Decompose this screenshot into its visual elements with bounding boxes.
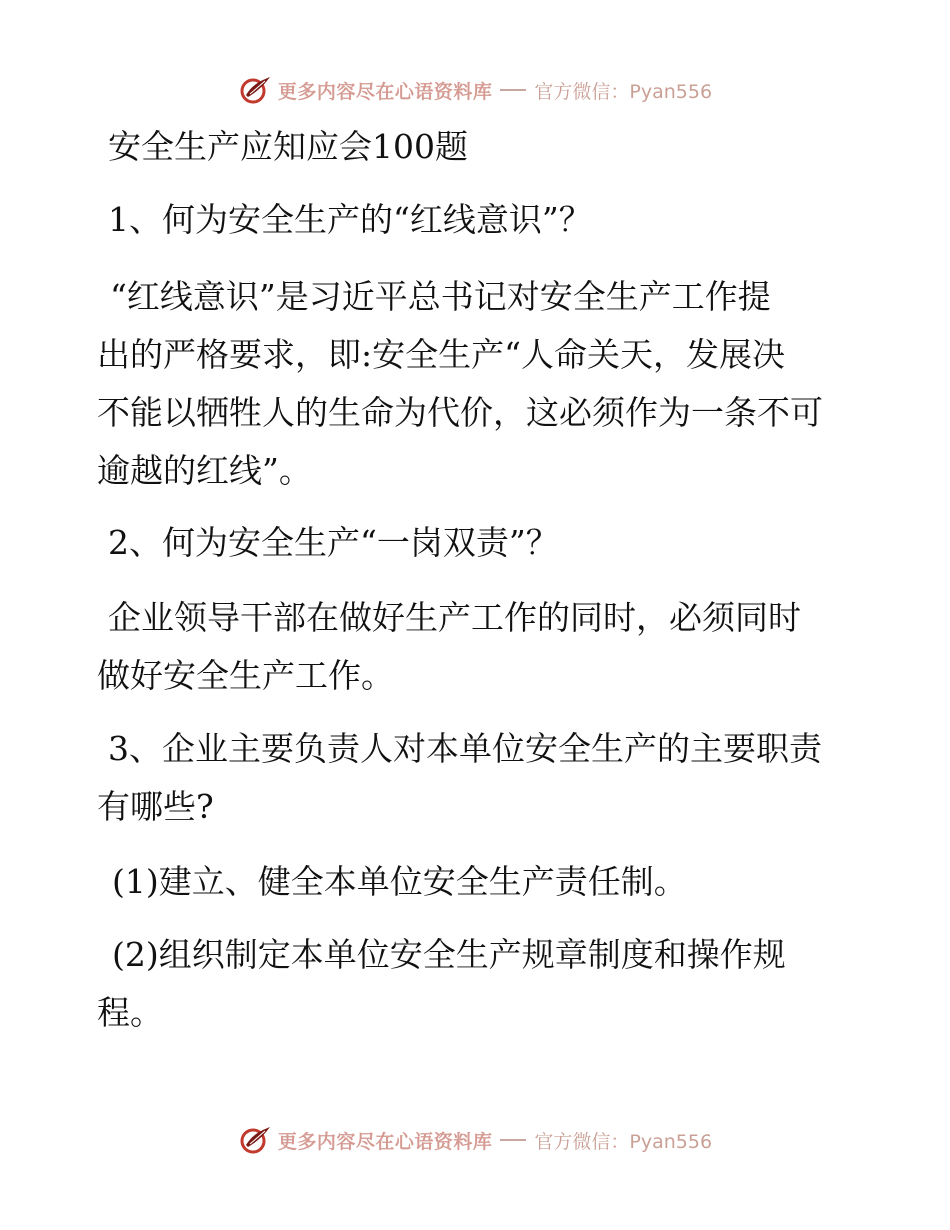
document-title: 安全生产应知应会100题 — [108, 127, 468, 166]
question-1: 1、何为安全生产的“红线意识”？ — [108, 200, 592, 239]
question-3-line-1: 3、企业主要负责人对本单位安全生产的主要职责 — [108, 729, 822, 768]
answer-3-item-2-line-1: (2)组织制定本单位安全生产规章制度和操作规 — [112, 935, 786, 974]
watermark-slogan: 更多内容尽在心语资料库 — [277, 1130, 493, 1153]
watermark-wechat: 官方微信：Pyan556 — [534, 80, 713, 103]
question-2: 2、何为安全生产“一岗双责”？ — [108, 523, 559, 562]
answer-2-line-1: 企业领导干部在做好生产工作的同时，必须同时 — [108, 598, 801, 637]
watermark-slogan: 更多内容尽在心语资料库 — [277, 80, 493, 103]
footer-watermark — [0, 1118, 950, 1162]
header-watermark — [0, 68, 950, 112]
answer-1-line-1: “红线意识”是习近平总书记对安全生产工作提 — [110, 277, 771, 316]
question-3-line-2: 有哪些? — [97, 787, 214, 826]
feather-swirl-logo-icon — [238, 1123, 272, 1157]
answer-2-line-2: 做好安全生产工作。 — [97, 656, 394, 695]
answer-3-item-1: (1)建立、健全本单位安全生产责任制。 — [112, 862, 687, 901]
watermark-dash — [500, 89, 526, 91]
watermark-dash — [500, 1139, 526, 1141]
watermark-wechat: 官方微信：Pyan556 — [534, 1130, 713, 1153]
answer-1-line-2: 出的严格要求，即:安全生产“人命关天，发展决 — [97, 335, 785, 374]
answer-1-line-3: 不能以牺牲人的生命为代价，这必须作为一条不可 — [97, 393, 823, 432]
answer-3-item-2-line-2: 程。 — [97, 993, 163, 1032]
feather-swirl-logo-icon — [238, 73, 272, 107]
answer-1-line-4: 逾越的红线”。 — [97, 451, 312, 490]
